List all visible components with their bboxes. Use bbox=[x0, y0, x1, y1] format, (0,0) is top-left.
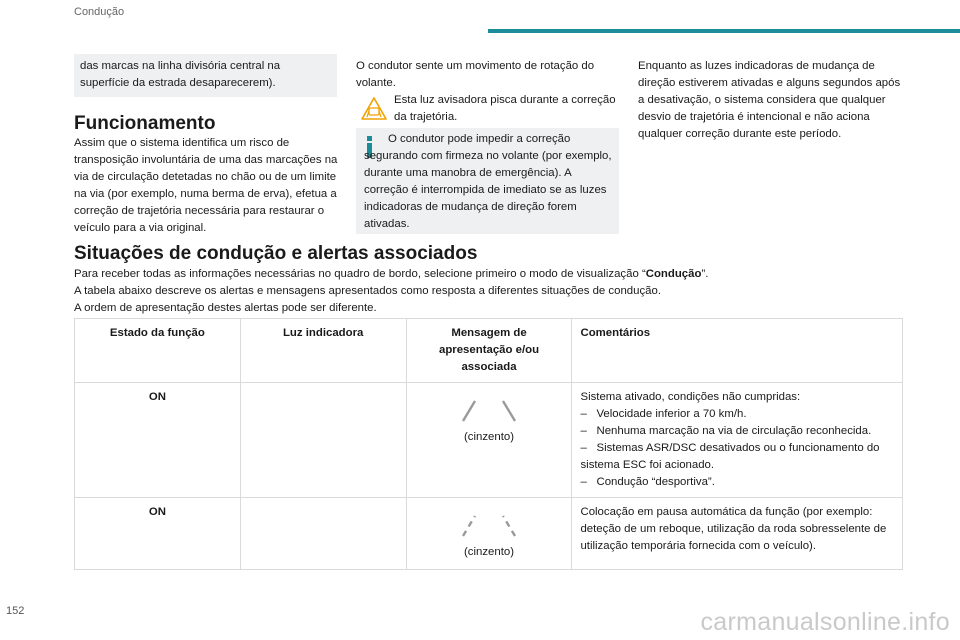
comment-item: – Velocidade inferior a 70 km/h. bbox=[580, 408, 747, 420]
info-text-content: O condutor pode impedir a correção segurando com firmeza no volante (por exemplo, durante uma manobra de emergência). A correção é interrompida de imediato se as luzes indicadoras de mudança de direção forem ativadas. bbox=[364, 133, 612, 230]
table-cell-comments: Colocação em pausa automática da função (por exemplo: deteção de um reboque, utilização da roda sobresselente de utilização temporária fornecida com o veículo). bbox=[572, 498, 903, 570]
funcionamento-paragraph: Assim que o sistema identifica um risco de transposição involuntária de uma das marcações na via de circulação detetadas no chão ou de um limite na via (por exemplo, numa berma de erva), efetua a correção de trajetória necessária para restaurar o veículo para a via original. bbox=[74, 137, 338, 234]
table-cell-light bbox=[240, 498, 406, 570]
section-heading-situacoes: Situações de condução e alertas associados bbox=[74, 243, 478, 264]
section-line-2: A tabela abaixo descreve os alertas e mensagens apresentados como resposta a diferentes situações de condução. bbox=[74, 285, 661, 297]
message-caption: (cinzento) bbox=[464, 546, 515, 558]
lane-warning-icon bbox=[360, 95, 388, 123]
table-cell-state: ON bbox=[75, 498, 241, 570]
message-caption: (cinzento) bbox=[464, 431, 515, 443]
table-cell-message bbox=[406, 383, 572, 498]
table-cell-state: ON bbox=[75, 383, 241, 498]
lane-lines-dashed-grey-icon bbox=[457, 510, 521, 538]
section-line-1-pre: Para receber todas as informações necessárias no quadro de bordo, selecione primeiro o modo de visualização “ bbox=[74, 268, 646, 280]
section-line-1 bbox=[74, 266, 934, 283]
comment-item-text: Sistemas ASR/DSC desativados ou o funcionamento do sistema ESC foi acionado. bbox=[580, 442, 880, 471]
warning-light-text: Esta luz avisadora pisca durante a correção da trajetória. bbox=[394, 94, 616, 123]
comment-item: – Condução “desportiva”. bbox=[580, 476, 715, 488]
table-header-state: Estado da função bbox=[75, 319, 241, 383]
continued-note-text: das marcas na linha divisória central na superfície da estrada desaparecerem). bbox=[80, 60, 281, 89]
section-line-1-post: ”. bbox=[701, 268, 709, 280]
lane-lines-grey-icon bbox=[457, 395, 521, 423]
table-header-light: Luz indicadora bbox=[240, 319, 406, 383]
table-row bbox=[75, 383, 903, 498]
watermark: carmanualsonline.info bbox=[700, 608, 950, 636]
steering-paragraph: O condutor sente um movimento de rotação do volante. bbox=[356, 60, 595, 89]
header-accent-bar bbox=[488, 29, 960, 33]
info-text bbox=[364, 131, 614, 233]
indicators-paragraph: Enquanto as luzes indicadoras de mudança de direção estiverem ativadas e alguns segundos após a desativação, o sistema considera que qualquer desvio de trajetória é intencional e não aciona qualquer correção durante este período. bbox=[638, 60, 901, 140]
section-line-3: A ordem de apresentação destes alertas pode ser diferente. bbox=[74, 302, 377, 314]
running-header: Condução bbox=[74, 6, 125, 18]
comment-item: – Sistemas ASR/DSC desativados ou o funcionamento do sistema ESC foi acionado. bbox=[580, 442, 880, 471]
comment-item: – Nenhuma marcação na via de circulação reconhecida. bbox=[580, 425, 872, 437]
table-cell-message bbox=[406, 498, 572, 570]
comment-item-text: Condução “desportiva”. bbox=[596, 476, 715, 488]
comment-intro: Sistema ativado, condições não cumpridas: bbox=[580, 391, 801, 403]
alerts-table bbox=[74, 318, 903, 570]
table-header-message: Mensagem de apresentação e/ou associada bbox=[406, 319, 572, 383]
table-header-row bbox=[75, 319, 903, 383]
page-number: 152 bbox=[6, 605, 25, 617]
comment-item-text: Velocidade inferior a 70 km/h. bbox=[596, 408, 747, 420]
table-cell-light bbox=[240, 383, 406, 498]
table-header-comments: Comentários bbox=[572, 319, 903, 383]
table-cell-comments bbox=[572, 383, 903, 498]
section-heading-funcionamento: Funcionamento bbox=[74, 113, 216, 134]
section-line-1-bold: Condução bbox=[645, 268, 702, 280]
comment-item-text: Nenhuma marcação na via de circulação reconhecida. bbox=[596, 425, 872, 437]
table-row bbox=[75, 498, 903, 570]
